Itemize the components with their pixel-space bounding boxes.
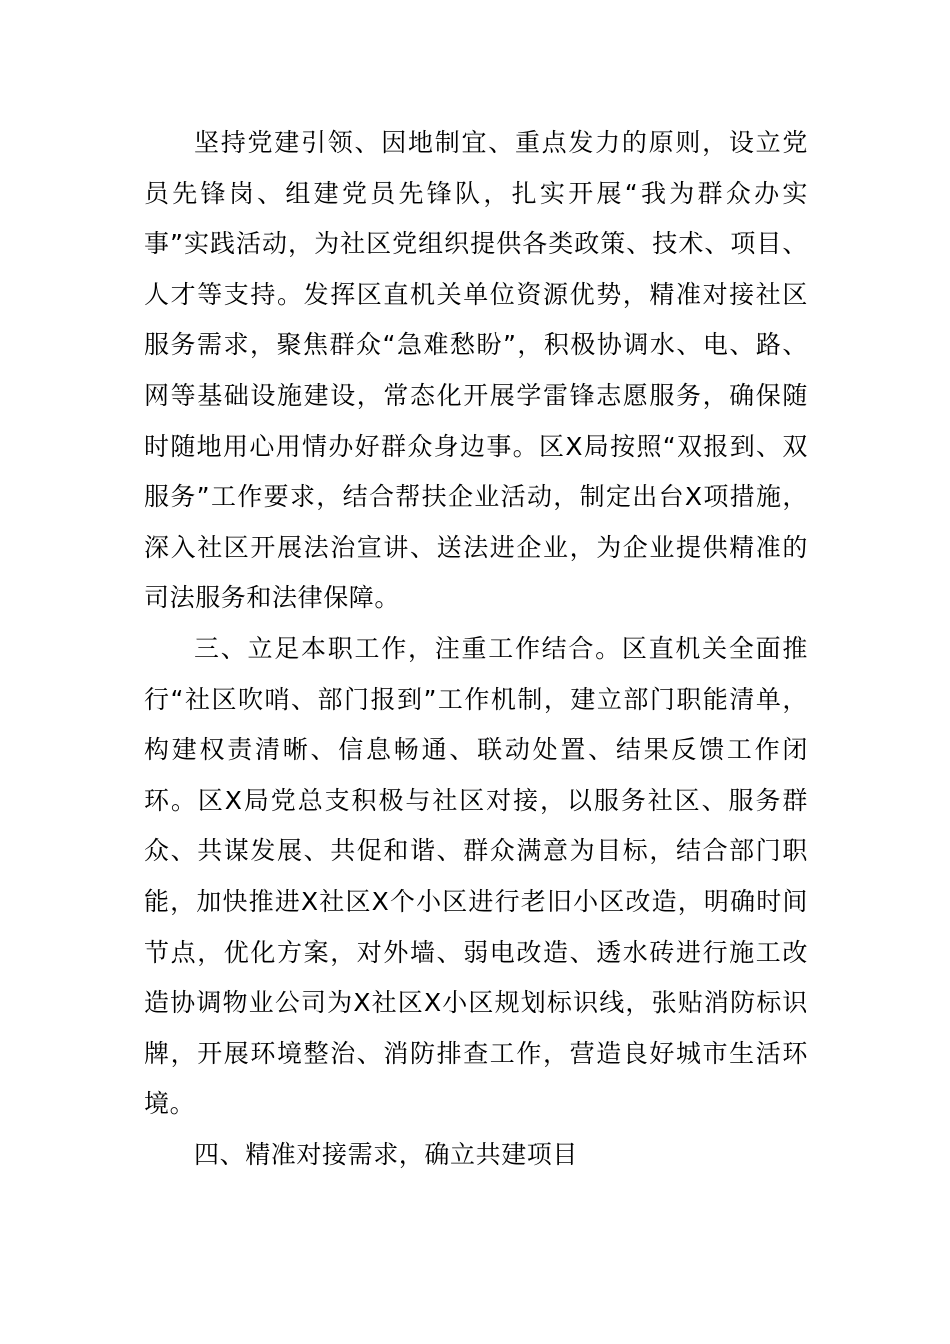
document-body: [144, 118, 808, 1180]
paragraph-party-building: 坚持党建引领、因地制宜、重点发力的原则，设立党员先锋岗、组建党员先锋队，扎实开展“我为群众办实事”实践活动，为社区党组织提供各类政策、技术、项目、人才等支持。发挥区直机关单位资源优势，精准对接社区服务需求，聚焦群众“急难愁盼”，积极协调水、电、路、网等基础设施建设，常态化开展学雷锋志愿服务，确保随时随地用心用情办好群众身边事。区X局按照“双报到、双服务”工作要求，结合帮扶企业活动，制定出台X项措施，深入社区开展法治宣讲、送法进企业，为企业提供精准的司法服务和法律保障。: [144, 128, 808, 613]
paragraph-section-four-heading: 四、精准对接需求，确立共建项目: [194, 1139, 579, 1169]
paragraph-section-three: 三、立足本职工作，注重工作结合。区直机关全面推行“社区吹哨、部门报到”工作机制，建立部门职能清单，构建权责清晰、信息畅通、联动处置、结果反馈工作闭环。区X局党总支积极与社区对接，以服务社区、服务群众、共谋发展、共促和谐、群众满意为目标，结合部门职能，加快推进X社区X个小区进行老旧小区改造，明确时间节点，优化方案，对外墙、弱电改造、透水砖进行施工改造协调物业公司为X社区X小区规划标识线，张贴消防标识牌，开展环境整治、消防排查工作，营造良好城市生活环境。: [144, 633, 808, 1119]
